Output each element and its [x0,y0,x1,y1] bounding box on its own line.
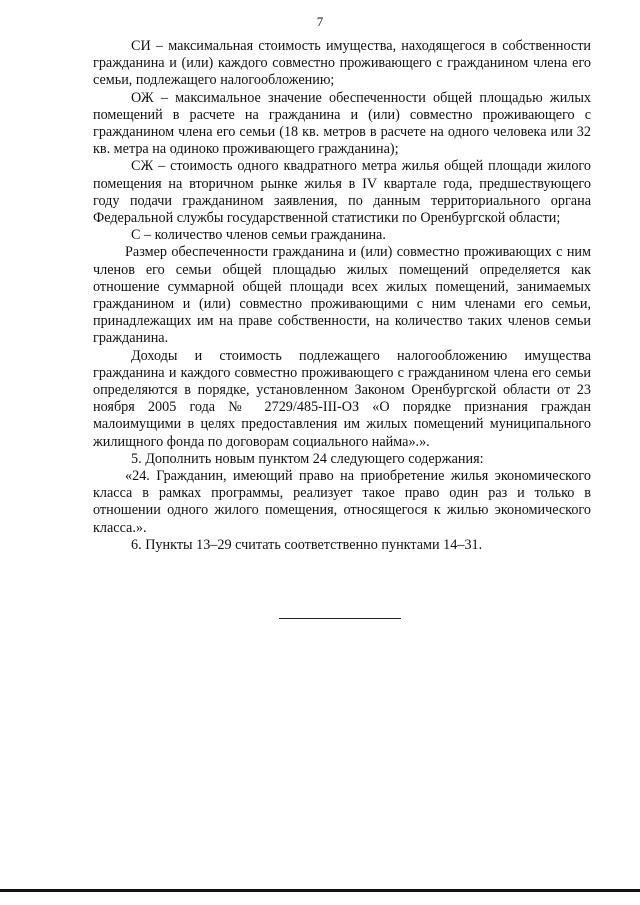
page-bottom-edge [0,889,640,892]
paragraph-housing-provision: Размер обеспеченности гражданина и (или) совместно проживающих с ним членов его семьи общей площадью жилых помещений определяется как отношение суммарной общей площади всех жилых помещений, занимаемых гражданином и (или) совместно проживающими с ним членами его семьи, принадлежащих им на праве собственности, на количество таких членов семьи гражданина. [93,244,591,347]
paragraph-ozh-definition: ОЖ – максимальное значение обеспеченности общей площадью жилых помещений в расчете на гражданина и (или) совместно проживающего с гражданином члена его семьи (18 кв. метров в расчете на одного человека или 32 кв. метра на одиноко проживающего гражданина); [93,89,591,158]
paragraph-item-5: 5. Дополнить новым пунктом 24 следующего содержания: [131,450,484,467]
paragraph-income-assessment: Доходы и стоимость подлежащего налогообложению имущества гражданина и каждого совместно проживающего с гражданином члена его семьи определяются в порядке, установленном Законом Оренбургской области от 23 ноября 2005 года № 2729/485-III-ОЗ «О порядке признания граждан малоимущими в целях предоставления им жилых помещений муниципального жилищного фонда по договорам социального найма».». [93,347,591,450]
paragraph-item-6: 6. Пункты 13–29 считать соответственно пунктами 14–31. [131,536,483,553]
page-number: 7 [316,14,324,29]
paragraph-si-definition: СИ – максимальная стоимость имущества, находящегося в собственности гражданина и (или) каждого совместно проживающего с гражданином члена его семьи, подлежащего налогообложению; [93,38,591,89]
end-rule [279,618,401,619]
paragraph-szh-definition: СЖ – стоимость одного квадратного метра жилья общей площади жилого помещения на вторичном рынке жилья в IV квартале года, предшествующего году подачи гражданином заявления, по данным территориального органа Федеральной службы государственной статистики по Оренбургской области; [93,158,591,227]
paragraph-c-definition: С – количество членов семьи гражданина. [131,227,386,244]
paragraph-item-24: «24. Гражданин, имеющий право на приобретение жилья экономического класса в рамках программы, реализует такое право один раз и только в отношении одного жилого помещения, относящегося к жилью экономического класса.». [93,468,591,536]
document-body [93,38,591,554]
